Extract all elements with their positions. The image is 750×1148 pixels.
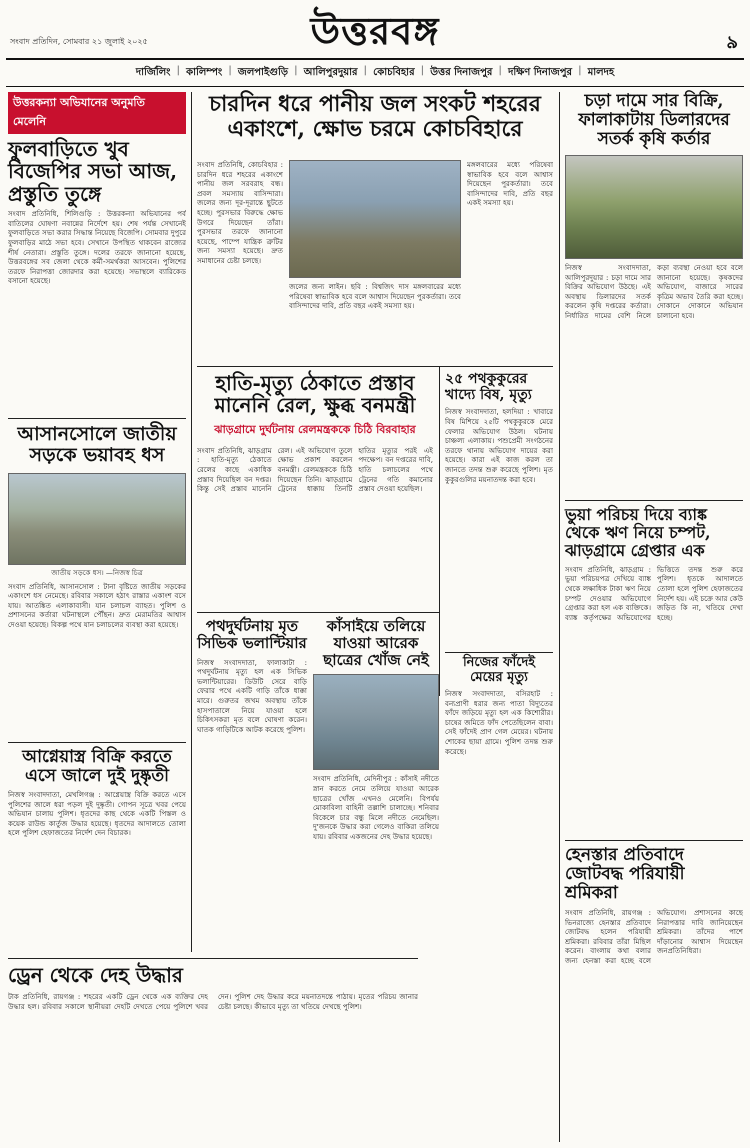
story-byline: নিজস্ব সংবাদদাতা, ফালাকাটা : [197, 657, 307, 667]
water-queue-photo [289, 160, 461, 278]
story-subhead: ঝাড়গ্রামে দুর্ঘটনায় রেলমন্ত্রককে চিঠি বিরবাহার [214, 422, 416, 436]
story-headline: আগ্নেয়াস্ত্র বিক্রি করতে এসে জালে দুই দুষ্কৃতী [22, 747, 172, 787]
photo-caption: জলের জন্য লাইন। ছবি : বিশ্বজিৎ দাস [289, 282, 409, 291]
story-text: বন্যপ্রাণী ধরার জন্য পাতা বিদ্যুতের ফাঁদে জড়িয়ে মৃত্যু হল এক কিশোরীর। চাষের জমিতে ফাঁদ পেতেছিলেন বাবা। সেই ফাঁদেই প্রাণ গেল মেয়ের। ঘটনায় শোকের ছায়া গ্রামে। পুলিশ তদন্ত শুরু করেছে। [445, 698, 553, 756]
story-text: মঙ্গলবারের মধ্যে পরিষেবা স্বাভাবিক হবে বলে আশ্বাস দিয়েছেন পুরকর্তারা। তবে বাসিন্দাদের দাবি, প্রতি বছর একই সমস্যা হয়। [289, 282, 461, 311]
story-body [565, 565, 743, 817]
district-rule [6, 86, 744, 87]
story-kansai-student [313, 618, 439, 1106]
story-byline: নিজস্ব সংবাদদাতা, বসিরহাট : [445, 689, 553, 699]
story-body [445, 407, 553, 643]
story-headline: চড়া দামে সার বিক্রি, ফালাকাটায় ডিলারদের সতর্ক কৃষি কর্তার [578, 91, 730, 150]
story-body [445, 689, 553, 1119]
story-headline: নিজের ফাঁদেই মেয়ের মৃত্যু [462, 655, 536, 685]
district-item: কালিম্পং [186, 67, 223, 78]
story-headline: হেনস্তার প্রতিবাদে জোটবদ্ধ পরিযায়ী শ্রমিকরা [565, 845, 685, 904]
story-byline: সংবাদ প্রতিনিধি, শিলিগুড়ি : [8, 209, 101, 219]
river-rescue-photo [313, 674, 439, 770]
story-text: আগ্নেয়াস্ত্র বিক্রি করতে এসে পুলিশের জালে ধরা পড়ল দুই দুষ্কৃতী। গোপন সূত্রে খবর পেয়ে অভিযান চালায় পুলিশ। ধৃতদের কাছ থেকে একটি পিস্তল ও কয়েক রাউন্ড কার্তুজ উদ্ধার হয়েছে। ধৃতদের আদালতে তোলা হলে পুলিশ হেফাজতের নির্দেশ দেন বিচারক। [8, 790, 186, 838]
district-item: মালদহ [587, 67, 615, 78]
story-headline: ফুলবাড়িতে খুব বিজেপির সভা আজ, প্রস্তুতি তুঙ্গে [8, 137, 178, 206]
farm-inspection-photo [565, 155, 743, 259]
story-kicker: উত্তরকন্যা অভিযানের অনুমতি মেলেনি [8, 92, 186, 134]
story-text: হাতি-মৃত্যু ঠেকাতে রেলের কাছে একাধিক প্রস্তাব দিয়েছিল বন দপ্তর। কিন্তু সেই প্রস্তাব মানেনি রেল। এই অভিযোগ তুলে ক্ষোভ প্রকাশ করলেন বনমন্ত্রী। রেলমন্ত্রককে চিঠি দিয়েছেন তিনি। ঝাড়গ্রামে ট্রেনের ধাক্কায় তিনটি হাতির মৃত্যুর পরই এই পদক্ষেপ। বন দপ্তরের দাবি, হাতি চলাচলের পথে ট্রেনের গতি কমানোর প্রস্তাব দেওয়া হয়েছিল। [197, 445, 433, 494]
story-body [565, 263, 743, 445]
district-item: দক্ষিণ দিনাজপুর [508, 67, 573, 78]
story-stray-dogs [445, 372, 553, 643]
story-byline: নিজস্ব সংবাদদাতা, মেখলিগঞ্জ : [8, 790, 101, 800]
story-fertilizer-price [565, 92, 743, 445]
masthead-rule [6, 58, 744, 60]
story-text: উত্তরকন্যা অভিযানের পর্ব বাতিলের ঘোষণা নবান্নের নির্দেশে হয়। শেষ পর্যন্ত সেখানেই ফুলবাড়িতে সভা করার সিদ্ধান্ত নিয়েছে বিজেপি। সোমবার দুপুরে ফুলবাড়ির মাঠে সভা হবে। সেখানে উপস্থিত থাকবেন রাজ্যের শীর্ষ নেতারা। প্রস্তুতি তুঙ্গে। দলের তরফে জানানো হয়েছে, উত্তরবঙ্গের সব জেলা থেকে কর্মী-সমর্থকরা আসবেন। পুলিশের তরফে নিরাপত্তা জোরদার করা হয়েছে। সভাস্থলে ব্যারিকেড বসানো হয়েছে। [8, 209, 186, 286]
story-byline: সংবাদ প্রতিনিধি, কোচবিহার : [197, 160, 283, 169]
district-item: উত্তর দিনাজপুর [430, 67, 493, 78]
story-byline: সংবাদ প্রতিনিধি, ঝাড়গ্রাম : [197, 445, 272, 465]
story-body [565, 908, 743, 1146]
story-migrant-workers [565, 846, 743, 1146]
story-body [313, 774, 439, 1106]
story-text: ভুয়া পরিচয়পত্র দেখিয়ে ব্যাঙ্ক থেকে লক্ষাধিক টাকা ঋণ নিয়ে চম্পট দেওয়ার অভিযোগে গ্রেপ্তার করা হল এক ব্যক্তিকে। ব্যাঙ্ক কর্তৃপক্ষের অভিযোগের ভিত্তিতে তদন্ত শুরু করে পুলিশ। ধৃতকে আদালতে তোলা হলে পুলিশ হেফাজতের নির্দেশ হয়। এই চক্রে আর কেউ জড়িত কি না, খতিয়ে দেখা হচ্ছে। [565, 564, 743, 622]
story-text: ভিনরাজ্যে হেনস্তার প্রতিবাদে জোটবদ্ধ হলেন পরিযায়ী শ্রমিকরা। রবিবার তাঁরা মিছিল করেন। বাংলায় কথা বলার জন্য হেনস্তা করা হচ্ছে বলে অভিযোগ। প্রশাসনের কাছে নিরাপত্তার দাবি জানিয়েছেন শ্রমিকরা। তাঁদের পাশে দাঁড়ানোর আশ্বাস দিয়েছেন জনপ্রতিনিধিরা। [565, 908, 743, 966]
story-civic-volunteer [197, 618, 307, 904]
district-item: কোচবিহার [373, 67, 415, 78]
story-headline: আসানসোলে জাতীয় সড়কে ভয়াবহ ধস [17, 423, 177, 467]
story-byline: নিজস্ব সংবাদদাতা, হলদিয়া : [445, 407, 530, 417]
story-body-continued [289, 282, 461, 360]
story-text: মঙ্গলবারের মধ্যে পরিষেবা স্বাভাবিক হবে বলে আশ্বাস দিয়েছেন পুরকর্তারা। তবে বাসিন্দাদের দাবি, প্রতি বছর একই সমস্যা হয়। [467, 160, 553, 208]
landslide-photo [8, 473, 186, 565]
story-byline: সংবাদ প্রতিনিধি, মেদিনীপুর : [313, 774, 398, 784]
story-text: শহরের একটি ড্রেন থেকে এক ব্যক্তির দেহ উদ্ধার হল। রবিবার সকালে স্থানীয়রা দেহটি দেখতে পেয়ে পুলিশে খবর দেন। পুলিশ দেহ উদ্ধার করে ময়নাতদন্তে পাঠায়। মৃতের পরিচয় জানার চেষ্টা চলছে। কীভাবে মৃত্যু তা খতিয়ে দেখছে পুলিশ। [8, 992, 418, 1011]
district-item: আলিপুরদুয়ার [303, 67, 358, 78]
story-headline: ভুয়া পরিচয় দিয়ে ব্যাঙ্ক থেকে ঋণ নিয়ে চম্পট, ঝাড়গ্রামে গ্রেপ্তার এক [565, 505, 711, 560]
story-bank-fraud [565, 506, 743, 817]
story-headline: পথদুর্ঘটনায় মৃত সিভিক ভলান্টিয়ার [197, 617, 307, 652]
story-headline: ২৫ পথকুকুরের খাদ্যে বিষ, মৃত্যু [445, 371, 532, 403]
district-strip: দার্জিলিং | কালিম্পং | জলপাইগুড়ি | আলিপুরদুয়ার | কোচবিহার | উত্তর দিনাজপুর | দক্ষিণ দিনাজপুর | মালদহ [0, 65, 750, 85]
district-item: দার্জিলিং [135, 67, 171, 78]
story-body [197, 160, 283, 360]
story-body [8, 582, 186, 774]
story-byline: টাক প্রতিনিধি, রায়গঞ্জ : [8, 992, 81, 1002]
story-body-col3 [467, 160, 553, 360]
edition-date: সংবাদ প্রতিদিন, সোমবার ২১ জুলাই ২০২৫ [10, 37, 148, 46]
story-text: কাঁসাই নদীতে স্নান করতে নেমে তলিয়ে যাওয়া আরেক ছাত্রের খোঁজ এখনও মেলেনি। বিপর্যয় মোকাবিলা বাহিনী তল্লাশি চালাচ্ছে। শনিবার বিকেলে চার বন্ধু মিলে নদীতে নেমেছিল। দু'জনকে উদ্ধার করা গেলেও বাকিরা তলিয়ে যায়। রবিবার একজনের দেহ উদ্ধার হয়েছে। [313, 774, 439, 841]
story-byline: সংবাদ প্রতিনিধি, আসানসোল : [8, 581, 100, 591]
section-title: উত্তরবঙ্গ [310, 8, 440, 53]
story-water-crisis [197, 92, 553, 141]
photo-caption: জাতীয় সড়কে ধস। —নিজস্ব চিত্র [51, 568, 143, 577]
story-asansol-landslide [8, 424, 186, 774]
story-body [8, 209, 186, 404]
story-text: পথদুর্ঘটনায় মৃত্যু হল এক সিভিক ভলান্টিয়ারের। ডিউটি সেরে বাড়ি ফেরার পথে একটি গাড়ি তাঁকে ধাক্কা মারে। গুরুতর জখম অবস্থায় তাঁকে হাসপাতালে নিয়ে যাওয়া হলে চিকিৎসকরা মৃত বলে ঘোষণা করেন। ঘাতক গাড়িটিকে আটক করেছে পুলিশ। [197, 667, 307, 734]
page-number: ৯ [726, 32, 738, 53]
story-text: খাবারে বিষ মিশিয়ে ২৫টি পথকুকুরকে মেরে ফেলার অভিযোগ উঠল। ঘটনায় চাঞ্চল্য এলাকায়। পশুপ্রেমী সংগঠনের তরফে থানায় অভিযোগ দায়ের করা হয়েছে। কারা এই কাজ করল তা জানতে তদন্ত শুরু করেছে পুলিশ। মৃত কুকুরগুলির ময়নাতদন্ত করা হবে। [445, 407, 553, 484]
story-text: টানা বৃষ্টিতে জাতীয় সড়কের একাংশে ধস নেমেছে। রবিবার সকালে হঠাৎ রাস্তার একাংশ বসে যায়। আতঙ্কিত এলাকাবাসী। যান চলাচল ব্যাহত। পুলিশ ও প্রশাসনের কর্তারা ঘটনাস্থলে পৌঁছন। দ্রুত মেরামতির আশ্বাস দেওয়া হয়েছে। বিকল্প পথে যান চলাচলের ব্যবস্থা করা হয়েছে। [8, 581, 186, 629]
story-body [197, 658, 307, 904]
story-headline: কাঁসাইয়ে তলিয়ে যাওয়া আরেক ছাত্রের খোঁজ নেই [323, 617, 429, 669]
district-item: জলপাইগুড়ি [237, 67, 289, 78]
story-body [8, 790, 186, 922]
story-bjp-rally [8, 92, 186, 404]
story-arms-arrest [8, 748, 186, 922]
story-headline: চারদিন ধরে পানীয় জল সংকট শহরের একাংশে, ক্ষোভ চরমে কোচবিহারে [209, 91, 541, 142]
story-byline: নিজস্ব সংবাদদাতা, আলিপুরদুয়ার : [565, 263, 651, 282]
story-text: চারদিন ধরে শহরের একাংশে পানীয় জল সরবরাহ বন্ধ। প্রবল সমস্যায় বাসিন্দারা। জলের জন্য দূর-দূরান্তে ছুটতে হচ্ছে। পুরসভার বিরুদ্ধে ক্ষোভ উগরে দিয়েছেন তাঁরা। পুরসভার তরফে জানানো হয়েছে, পাম্পে যান্ত্রিক ত্রুটির জন্য সমস্যা হয়েছে। দ্রুত সমাধানের চেষ্টা চলছে। [197, 169, 283, 265]
story-headline: ড্রেন থেকে দেহ উদ্ধার [8, 963, 183, 987]
story-trap-death [445, 656, 553, 1119]
story-text: চড়া দামে সার বিক্রির অভিযোগ উঠছে। এই অবস্থায় ডিলারদের সতর্ক করলেন কৃষি দপ্তরের কর্তারা। নির্ধারিত দামের বেশি নিলে কড়া ব্যবস্থা নেওয়া হবে বলে জানানো হয়েছে। কৃষকদের অভিযোগ, বাজারে সারের কৃত্রিম অভাব তৈরি করা হচ্ছে। দোকানে দোকানে অভিযান চালানো হবে। [565, 263, 743, 321]
masthead [0, 0, 750, 58]
story-byline: সংবাদ প্রতিনিধি, রায়গঞ্জ : [565, 908, 651, 918]
story-byline: সংবাদ প্রতিনিধি, ঝাড়গ্রাম : [565, 564, 651, 574]
story-headline: হাতি-মৃত্যু ঠেকাতে প্রস্তাব মানেনি রেল, ক্ষুব্ধ বনমন্ত্রী [214, 371, 416, 418]
